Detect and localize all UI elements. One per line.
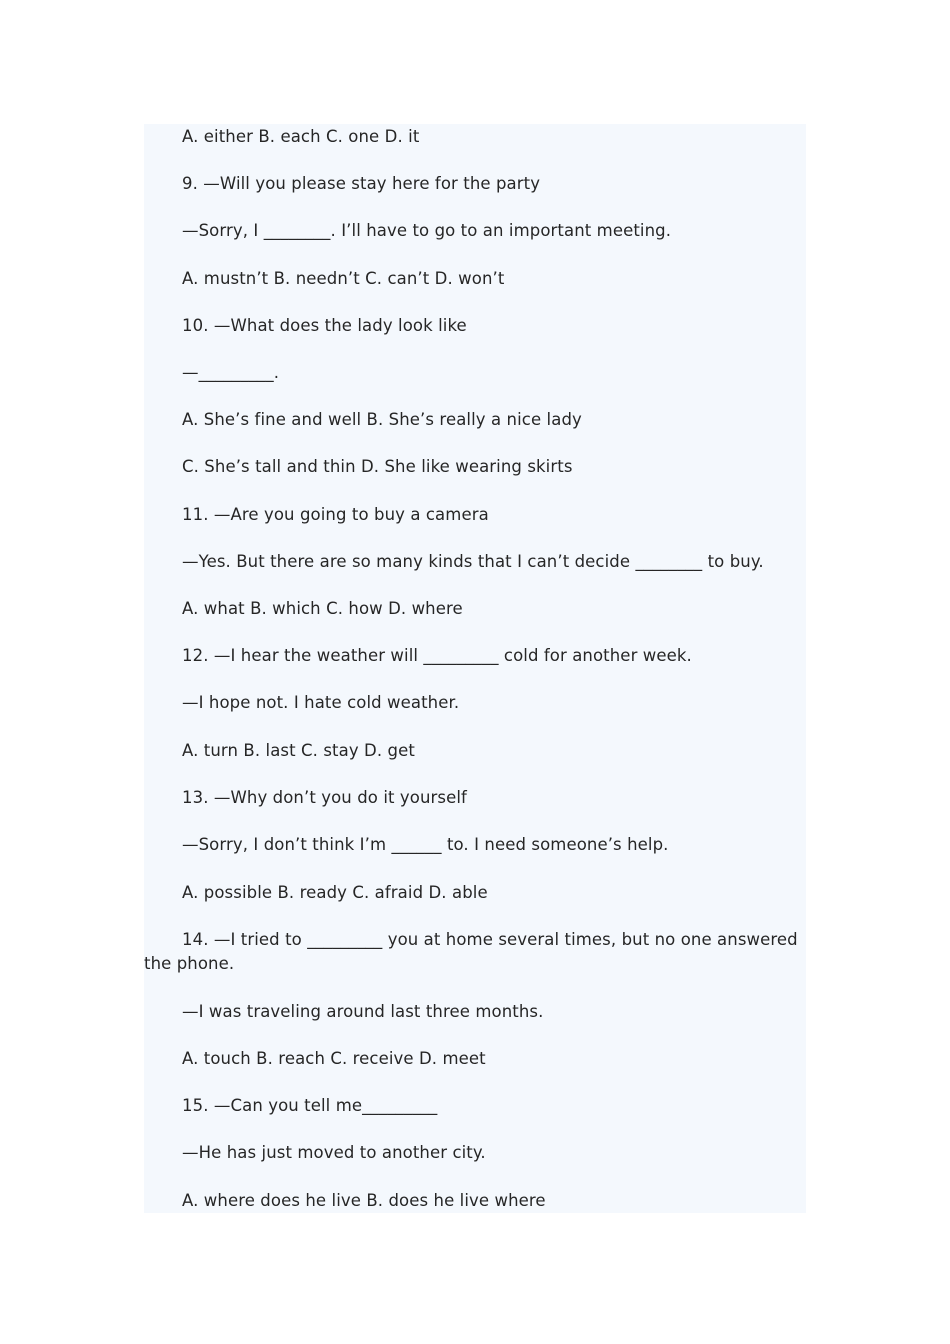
dialogue-line: —Sorry, I ________. I’ll have to go to an important meeting.: [182, 221, 672, 240]
question-line: 13. —Why don’t you do it yourself: [182, 788, 467, 807]
question-line: 12. —I hear the weather will _________ cold for another week.: [182, 646, 692, 665]
option-line: A. where does he live B. does he live where: [182, 1191, 546, 1210]
dialogue-line: —I hope not. I hate cold weather.: [182, 693, 460, 712]
option-line: A. possible B. ready C. afraid D. able: [182, 883, 488, 902]
option-line: A. what B. which C. how D. where: [182, 599, 463, 618]
dialogue-line: —Sorry, I don’t think I’m ______ to. I need someone’s help.: [182, 835, 669, 854]
question-line: 14. —I tried to _________ you at home several times, but no one answered the phone.: [144, 930, 798, 973]
question-line: 10. —What does the lady look like: [182, 316, 467, 335]
dialogue-line: —_________.: [182, 363, 280, 382]
option-line: C. She’s tall and thin D. She like wearing skirts: [182, 457, 573, 476]
question-line: 9. —Will you please stay here for the party: [182, 174, 541, 193]
dialogue-line: —He has just moved to another city.: [182, 1143, 486, 1162]
option-line: A. touch B. reach C. receive D. meet: [182, 1049, 486, 1068]
document-body: [144, 124, 806, 1213]
option-line: A. either B. each C. one D. it: [182, 127, 420, 146]
dialogue-line: —I was traveling around last three months.: [182, 1002, 544, 1021]
option-line: A. She’s fine and well B. She’s really a nice lady: [182, 410, 582, 429]
option-line: A. turn B. last C. stay D. get: [182, 741, 415, 760]
question-line: 11. —Are you going to buy a camera: [182, 505, 489, 524]
option-line: A. mustn’t B. needn’t C. can’t D. won’t: [182, 269, 505, 288]
question-line: 15. —Can you tell me_________: [182, 1096, 438, 1115]
dialogue-line: —Yes. But there are so many kinds that I can’t decide ________ to buy.: [182, 552, 764, 571]
